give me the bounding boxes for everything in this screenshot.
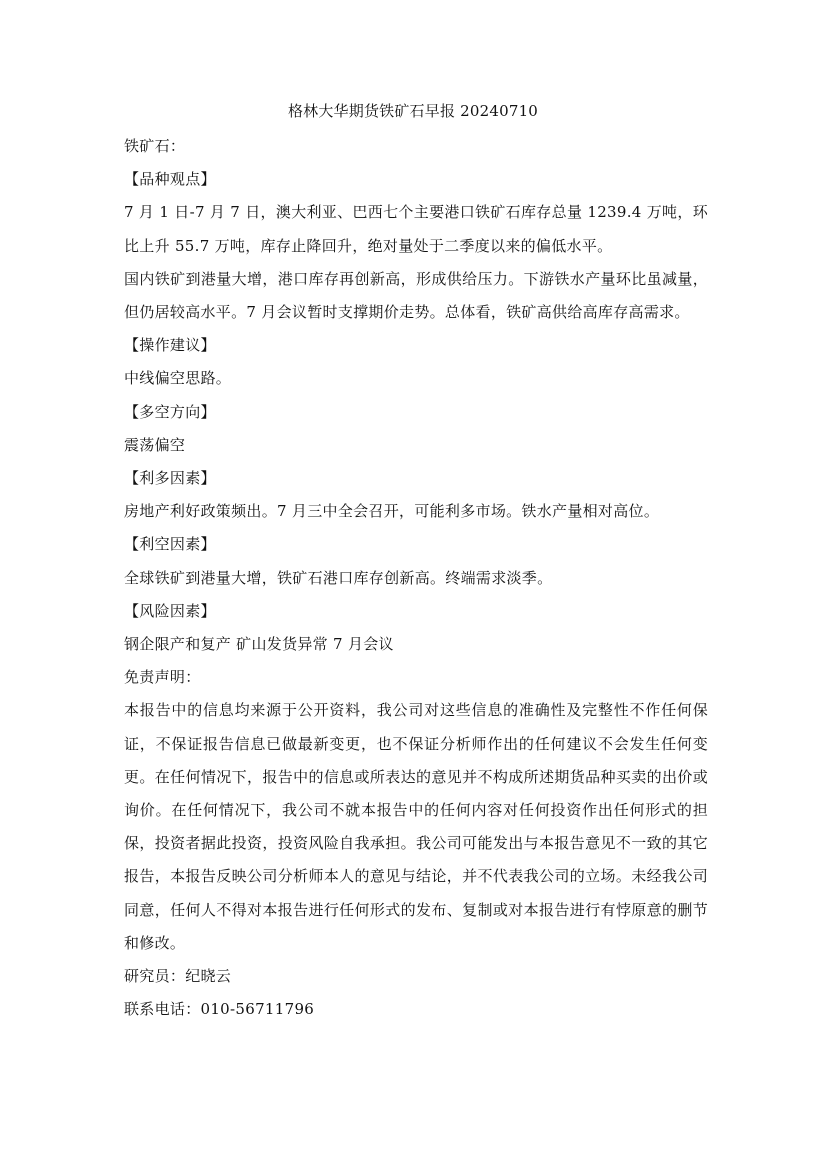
bullish-text: 房地产利好政策频出。7 月三中全会召开，可能利多市场。铁水产量相对高位。: [124, 502, 660, 521]
contact-line: 联系电话：010-56711796: [124, 1000, 315, 1019]
commodity-label: 铁矿石：: [124, 137, 186, 155]
bullish-heading: 【利多因素】: [124, 469, 216, 488]
bearish-text: 全球铁矿到港量大增，铁矿石港口库存创新高。终端需求淡季。: [124, 568, 553, 587]
researcher-line: 研究员：纪晓云: [124, 967, 232, 986]
bearish-heading: 【利空因素】: [124, 535, 216, 554]
view-heading: 【品种观点】: [124, 170, 216, 189]
risk-text: 钢企限产和复产 矿山发货异常 7 月会议: [124, 635, 394, 654]
view-paragraph-1: 7 月 1 日-7 月 7 日，澳大利亚、巴西七个主要港口铁矿石库存总量 1239.4 万吨，环比上升 55.7 万吨，库存止降回升，绝对量处于二季度以来的偏低水平。: [124, 203, 708, 255]
direction-heading: 【多空方向】: [124, 402, 216, 421]
report-body: [124, 130, 708, 1026]
disclaimer-text: 本报告中的信息均来源于公开资料，我公司对这些信息的准确性及完整性不作任何保证，不保证报告信息已做最新变更，也不保证分析师作出的任何建议不会发生任何变更。在任何情况下，报告中的信息或所表达的意见并不构成所述期货品种买卖的出价或询价。在任何情况下，我公司不就本报告中的任何内容对任何投资作出任何形式的担保，投资者据此投资，投资风险自我承担。我公司可能发出与本报告意见不一致的其它报告，本报告反映公司分析师本人的意见与结论，并不代表我公司的立场。未经我公司同意，任何人不得对本报告进行任何形式的发布、复制或对本报告进行有悖原意的删节和修改。: [124, 701, 708, 952]
operation-text: 中线偏空思路。: [124, 369, 232, 388]
view-paragraph-2: 国内铁矿到港量大增，港口库存再创新高，形成供给压力。下游铁水产量环比虽减量，但仍居较高水平。7 月会议暂时支撑期价走势。总体看，铁矿高供给高库存高需求。: [124, 269, 708, 322]
report-title: 格林大华期货铁矿石早报 20240710: [287, 102, 539, 120]
disclaimer-heading: 免责声明：: [124, 668, 201, 687]
operation-heading: 【操作建议】: [124, 336, 216, 355]
direction-text: 震荡偏空: [124, 435, 186, 454]
risk-heading: 【风险因素】: [124, 601, 216, 620]
